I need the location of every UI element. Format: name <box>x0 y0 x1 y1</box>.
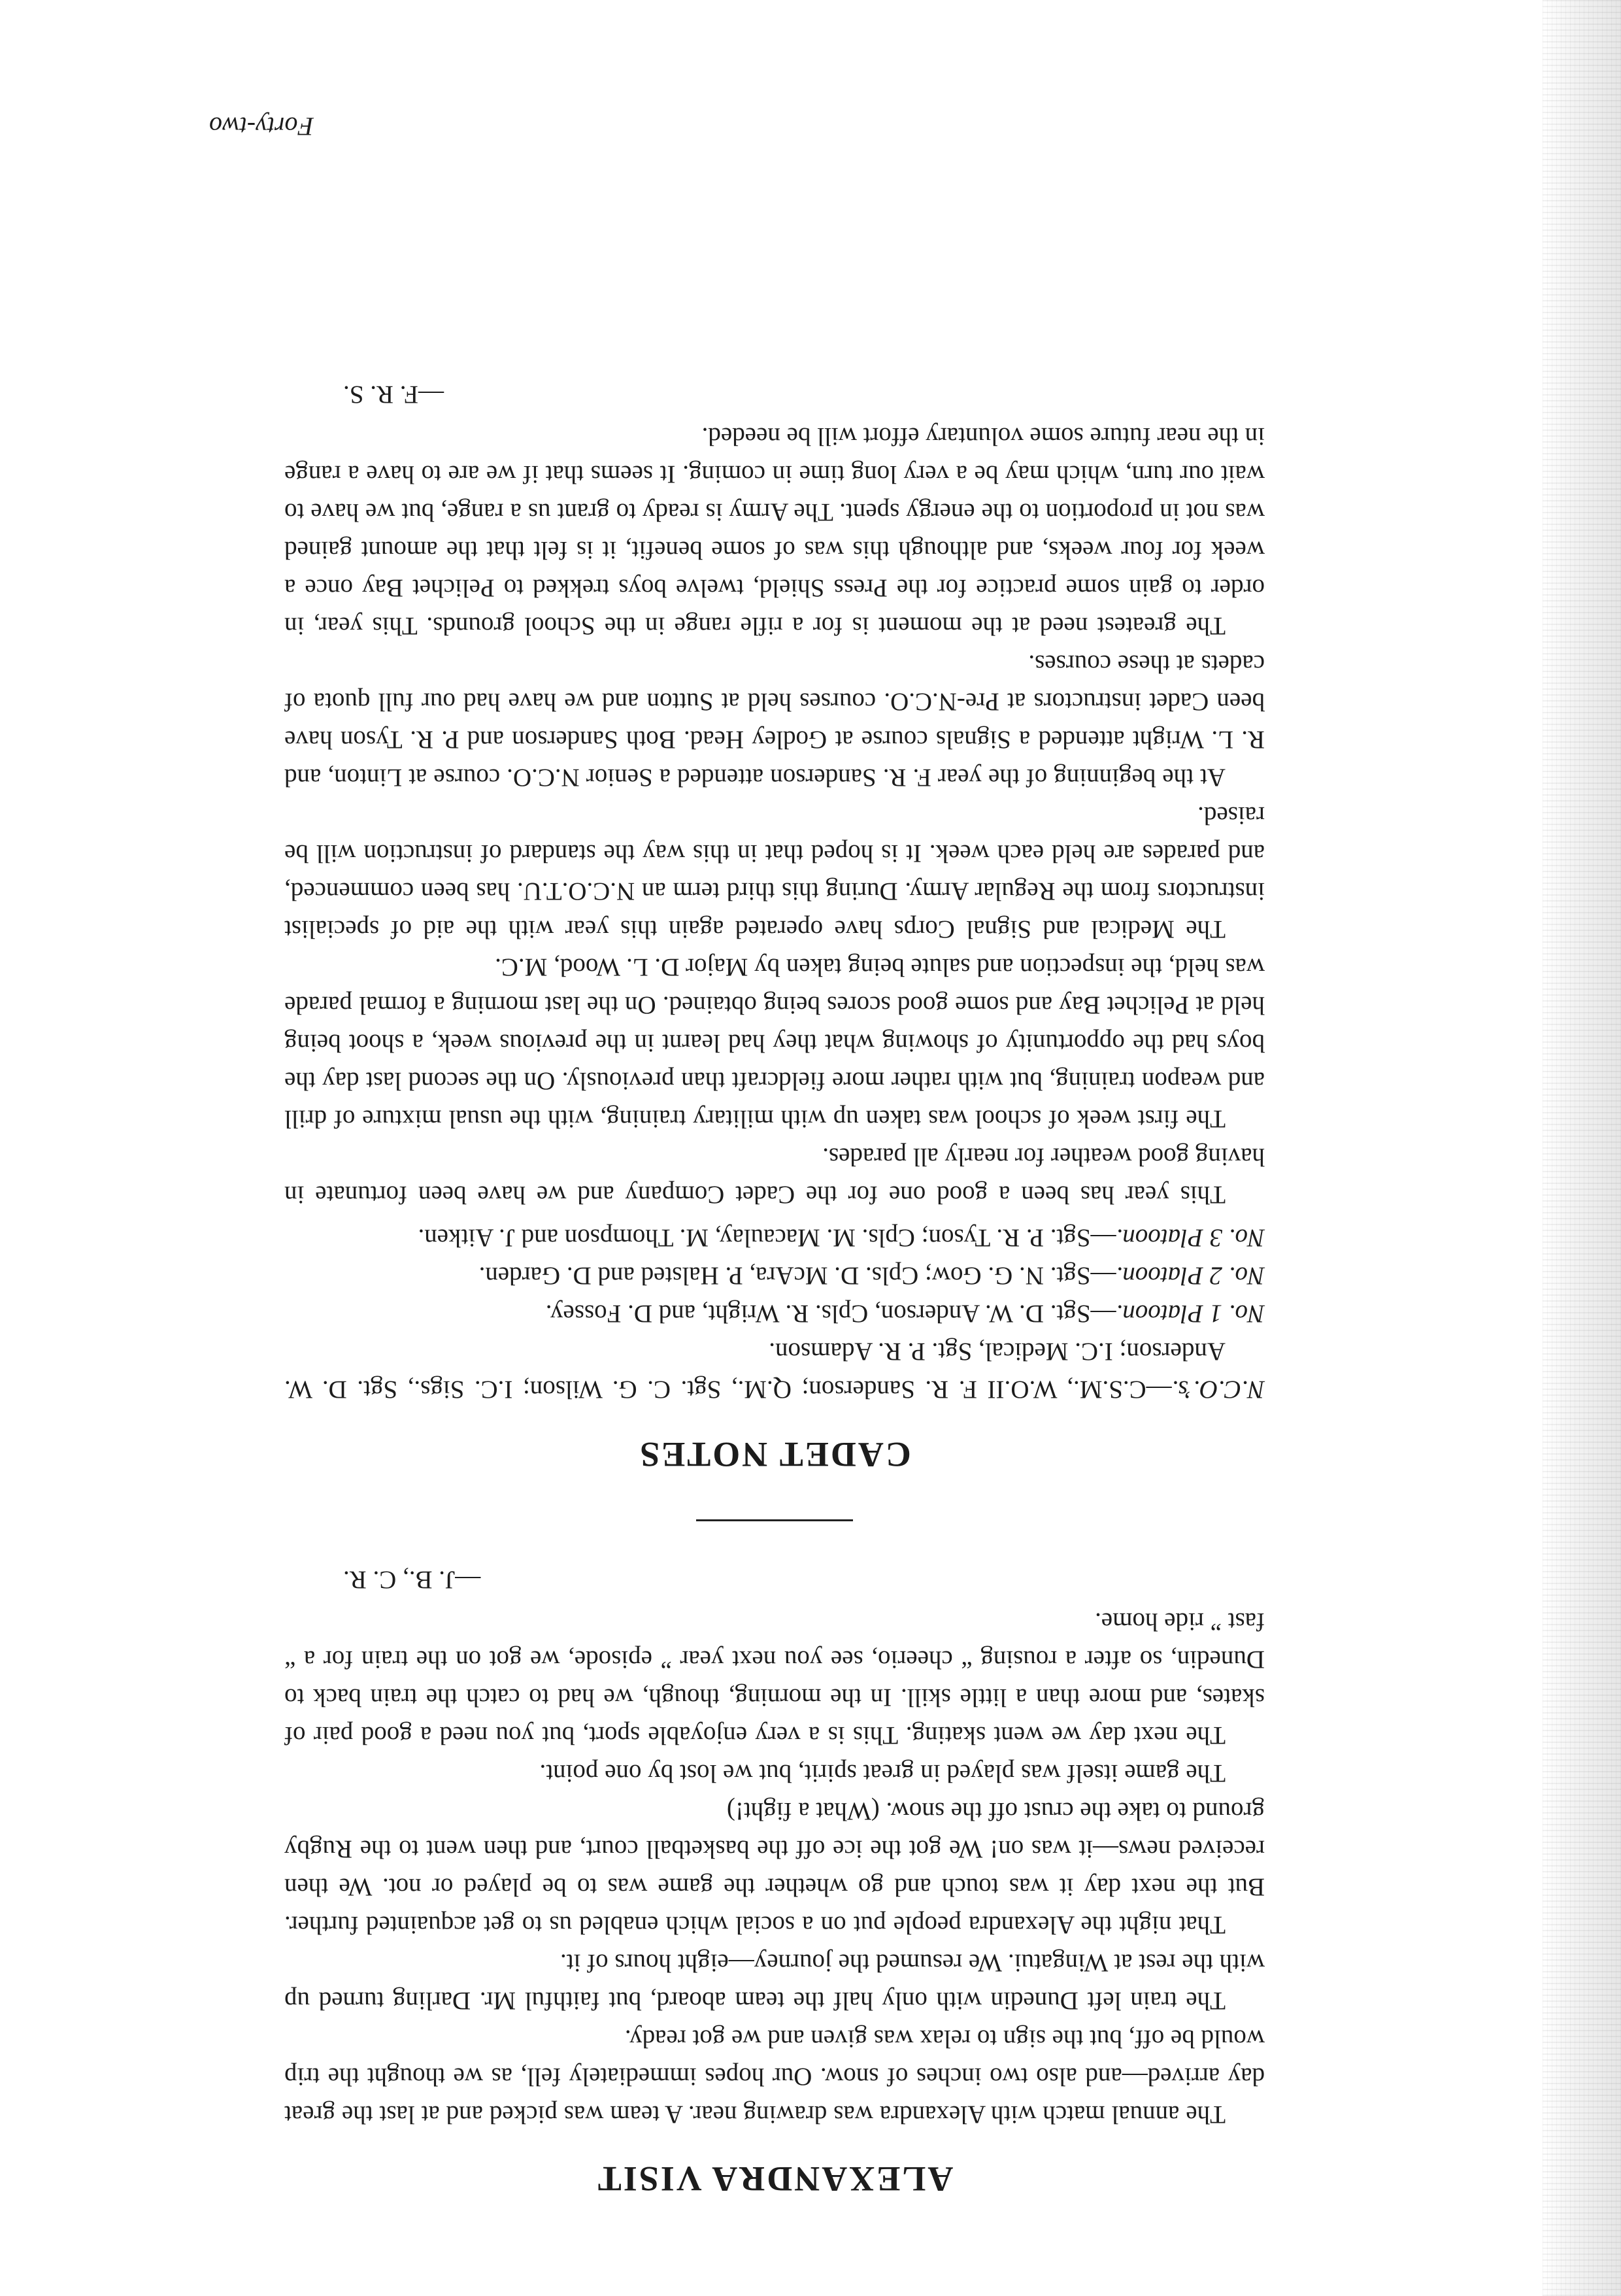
page-body <box>284 375 1265 2198</box>
platoon-1-text: —Sgt. D. W. Anderson, Cpls. R. Wright, and D. Fossey. <box>545 1300 1116 1328</box>
alexandra-signoff: —J. B., C. R. <box>343 1565 481 1594</box>
alexandra-paragraph: That night the Alexandra people put on a social which enabled us to get acquainted further. But the next day it was touch and go whether the game was to be played or not. We then received news—it was on! We got the ice off the basketball court, and then went to the Rugby ground to take the crust off the snow. (What a fight!) <box>284 1797 1265 1939</box>
nco-text: —C.S.M., W.O.II F. R. Sanderson; Q.M., Sgt. C. G. Wilson; I.C. Sigs., Sgt. D. W. Anderson; I.C. Medical, Sgt. P. R. Adamson. <box>284 1338 1226 1404</box>
section-divider <box>696 1519 853 1521</box>
platoon-2-label: No. 2 Platoon. <box>1116 1262 1265 1291</box>
cadet-paragraph: The Medical and Signal Corps have operated again this year with the aid of specialist instructors from the Regular Army. During this third term an N.C.O.T.U. has been commenced, and parades are held each week. It is hoped that in this way the standard of instruction will be raised. <box>284 802 1265 944</box>
alexandra-paragraph: The next day we went skating. This is a very enjoyable sport, but you need a good pair of skates, and more than a little skill. In the morning, though, we had to catch the train back to Dunedin, so after a rousing “ cheerio, see you next year ” episode, we got on the train for a “ fast ” ride home. <box>284 1607 1265 1749</box>
nco-label: N.C.O.’s. <box>1171 1376 1265 1404</box>
platoon-3-label: No. 3 Platoon. <box>1116 1224 1265 1253</box>
platoon-2-entry <box>284 1257 1265 1294</box>
cadet-notes-title: CADET NOTES <box>638 1434 911 1474</box>
cadet-paragraph: The greatest need at the moment is for a rifle range in the School grounds. This year, in order to gain some practice for the Press Shield, twelve boys trekked to Pelichet Bay once a week for four weeks, and although this was of some benefit, it is felt that the amount gained was not in proportion to the energy spent. The Army is ready to grant us a range, but we have to wait our turn, which may be a very long time in coming. It seems that if we are to have a range in the near future some voluntary effort will be needed. <box>284 422 1265 641</box>
cadet-ranks-list <box>284 1219 1265 1408</box>
platoon-3-text: —Sgt. P. R. Tyson; Cpls. M. Macaulay, M. Thompson and J. Aitken. <box>418 1224 1116 1253</box>
alexandra-paragraph: The train left Dunedin with only half the team aboard, but faithful Mr. Darling turned up with the rest at Wingatui. We resumed the journey—eight hours of it. <box>284 1948 1265 2015</box>
nco-entry <box>284 1332 1265 1408</box>
cadet-paragraph: This year has been a good one for the Cadet Company and we have been fortunate in having good weather for nearly all parades. <box>284 1143 1265 1209</box>
platoon-1-label: No. 1 Platoon. <box>1116 1300 1265 1328</box>
platoon-2-text: —Sgt. N. G. Gow; Cpls. D. McAra, P. Halsted and D. Garden. <box>478 1262 1116 1291</box>
page-number: Forty-two <box>209 112 314 141</box>
cadet-notes-article <box>284 375 1265 1473</box>
platoon-1-entry <box>284 1294 1265 1332</box>
cadet-signoff: —F. R. S. <box>343 380 444 409</box>
alexandra-paragraph: The game itself was played in great spirit, but we lost by one point. <box>539 1759 1226 1787</box>
cadet-paragraph: At the beginning of the year F. R. Sanderson attended a Senior N.C.O. course at Linton, and R. L. Wright attended a Signals course at Godley Head. Both Sanderson and P. R. Tyson have been Cadet instructors at Pre-N.C.O. courses held at Sutton and we have had our full quota of cadets at these courses. <box>284 650 1265 792</box>
alexandra-visit-article <box>284 1561 1265 2198</box>
alexandra-visit-title: ALEXANDRA VISIT <box>595 2159 954 2199</box>
alexandra-paragraph: The annual match with Alexandra was drawing near. A team was picked and at last the great day arrived—and also two inches of snow. Our hopes immediately fell, as we thought the trip would be off, but the sign to relax was given and we got ready. <box>284 2024 1265 2129</box>
cadet-paragraph: The first week of school was taken up with military training, with the usual mixture of drill and weapon training, but with rather more fieldcraft than previously. On the second last day the boys had the opportunity of showing what they had learnt in the previous week, a shoot being held at Pelichet Bay and some good scores being obtained. On the last morning a formal parade was held, the inspection and salute being taken by Major D. L. Wood, M.C. <box>284 953 1265 1134</box>
scan-edge-noise <box>1543 0 1621 2296</box>
platoon-3-entry <box>284 1219 1265 1257</box>
